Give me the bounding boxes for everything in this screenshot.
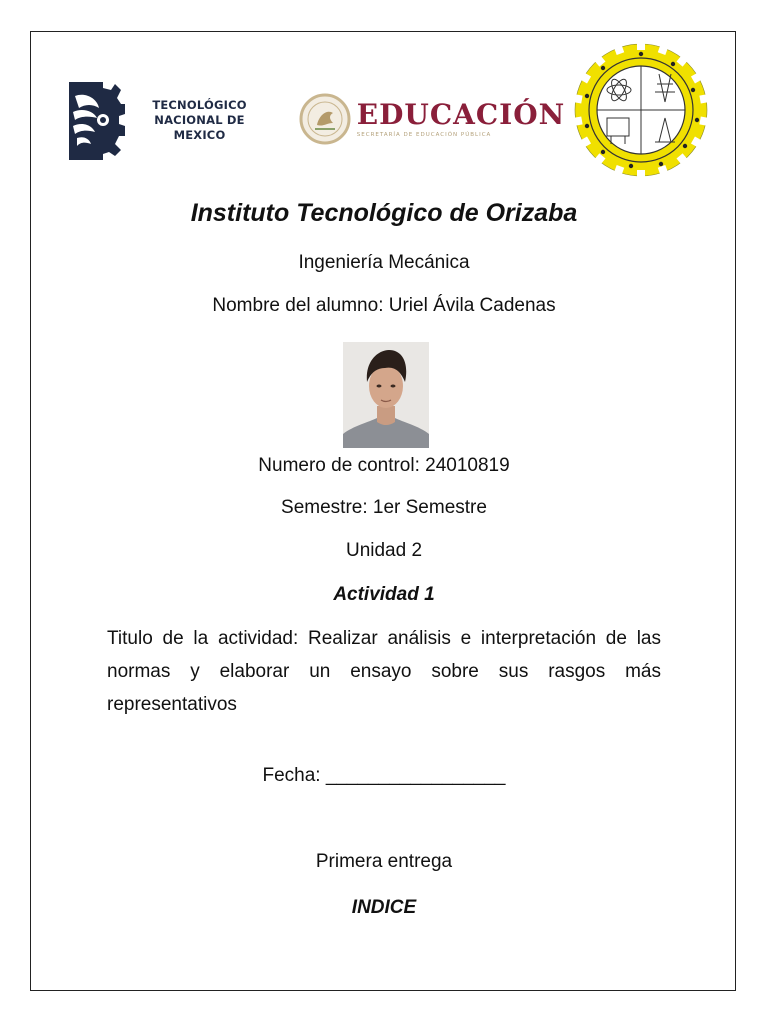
tecnm-name <box>131 98 268 143</box>
activity-title: Titulo de la actividad: Realizar análisis e interpretación de las normas y elaborar un ensayo sobre sus rasgos más representativos <box>107 628 661 715</box>
institute-title: Instituto Tecnológico de Orizaba <box>190 199 578 227</box>
student-photo <box>343 342 429 448</box>
activity-label: Actividad 1 <box>333 584 435 605</box>
student-name: Nombre del alumno: Uriel Ávila Cadenas <box>212 295 556 316</box>
mexico-seal-icon <box>299 93 351 145</box>
sep-logo <box>297 44 567 194</box>
tecnm-logo <box>53 60 268 180</box>
sep-title: EDUCACIÓN <box>356 98 566 131</box>
sep-subtitle: SECRETARÍA DE EDUCACIÓN PÚBLICA <box>356 132 492 138</box>
unit: Unidad 2 <box>345 540 423 561</box>
student-portrait <box>343 342 429 448</box>
control-number: Numero de control: 24010819 <box>258 455 510 476</box>
ito-emblem-icon <box>571 40 711 180</box>
index-heading: INDICE <box>351 897 417 918</box>
date-field: Fecha: _________________ <box>262 765 506 786</box>
sep-wordmark <box>357 100 565 138</box>
career-name: Ingeniería Mecánica <box>298 252 470 273</box>
tecnm-line2: NACIONAL DE MEXICO <box>154 112 245 142</box>
document-page <box>30 31 736 991</box>
tecnm-line1: TECNOLÓGICO <box>152 97 247 112</box>
delivery-label: Primera entrega <box>315 851 453 872</box>
logo-row <box>53 44 713 194</box>
tecnm-gear-icon <box>59 74 125 166</box>
semester: Semestre: 1er Semestre <box>281 497 487 518</box>
